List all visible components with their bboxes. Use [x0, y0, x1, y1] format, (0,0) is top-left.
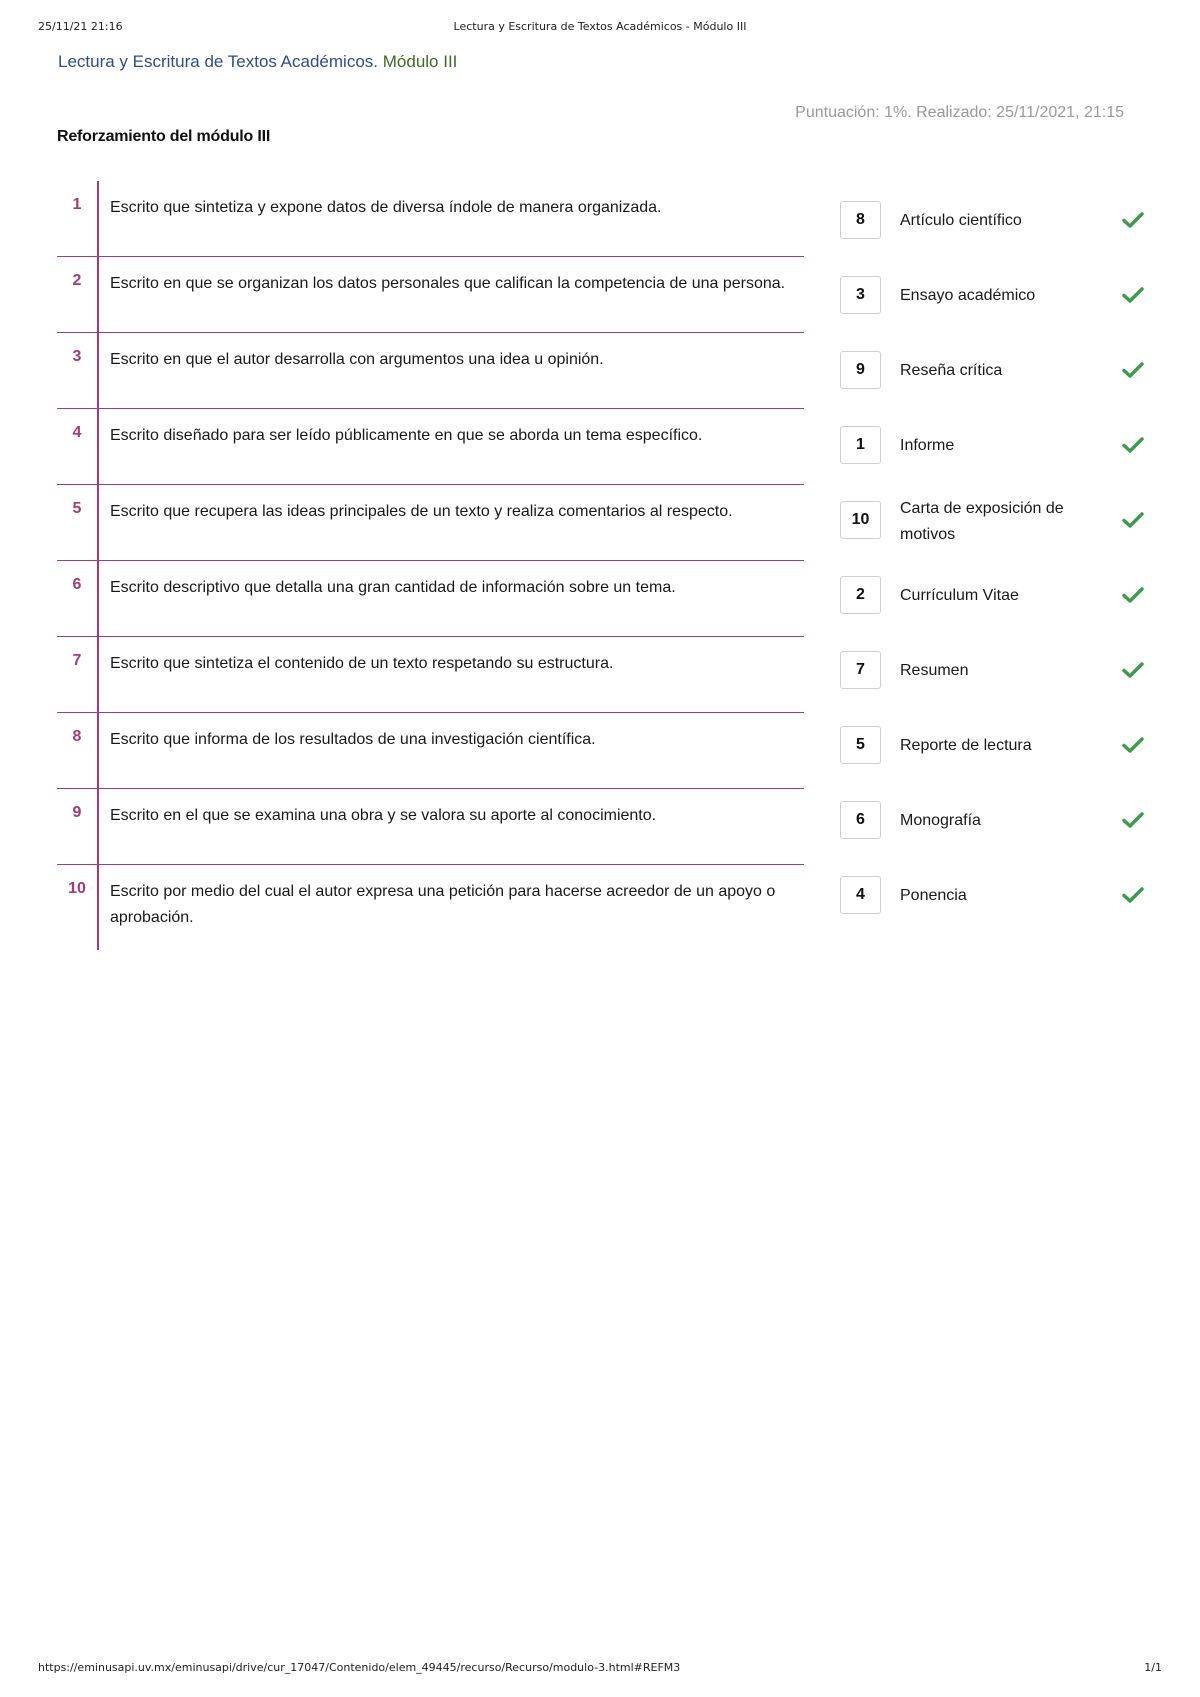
question-text: Escrito en que se organizan los datos personales que califican la competencia de una persona. — [110, 275, 786, 292]
question-row — [57, 561, 804, 637]
check-icon — [1122, 660, 1144, 680]
questions-list — [57, 181, 804, 950]
answer-row — [840, 273, 1150, 348]
answer-input[interactable]: 4 — [840, 876, 881, 914]
print-datetime: 25/11/21 21:16 — [38, 20, 123, 33]
answer-input[interactable]: 6 — [840, 801, 881, 839]
question-number: 7 — [57, 637, 99, 712]
question-number: 8 — [57, 713, 99, 788]
course-title — [58, 52, 457, 72]
question-text: Escrito en el que se examina una obra y se valora su aporte al conocimiento. — [110, 807, 657, 824]
question-row — [57, 409, 804, 485]
answer-row — [840, 798, 1150, 873]
check-icon — [1122, 285, 1144, 305]
question-row — [57, 257, 804, 333]
check-icon — [1122, 210, 1144, 230]
answer-input[interactable]: 5 — [840, 726, 881, 764]
answer-row — [840, 348, 1150, 423]
question-number: 10 — [57, 865, 99, 950]
check-icon — [1122, 810, 1144, 830]
answer-label: Ensayo académico — [900, 287, 1036, 304]
print-url: https://eminusapi.uv.mx/eminusapi/drive/cur_17047/Contenido/elem_49445/recurso/Recurso/modulo-3.html#REFM3 — [38, 1661, 681, 1674]
question-number: 2 — [57, 257, 99, 332]
answer-label: Reporte de lectura — [900, 737, 1032, 754]
question-row — [57, 637, 804, 713]
question-text: Escrito por medio del cual el autor expresa una petición para hacerse acreedor de un apoyo o aprobación. — [110, 883, 776, 926]
answer-input[interactable]: 9 — [840, 351, 881, 389]
answer-label: Artículo científico — [900, 212, 1022, 229]
answer-row — [840, 873, 1150, 948]
check-icon — [1122, 510, 1144, 530]
question-text: Escrito que sintetiza el contenido de un texto respetando su estructura. — [110, 655, 614, 672]
question-row — [57, 333, 804, 409]
course-name: Lectura y Escritura de Textos Académicos. — [58, 52, 379, 71]
answer-label: Reseña crítica — [900, 362, 1003, 379]
question-text: Escrito que informa de los resultados de una investigación científica. — [110, 731, 596, 748]
answer-row — [840, 723, 1150, 798]
answer-row — [840, 198, 1150, 273]
answer-row — [840, 498, 1150, 573]
question-text: Escrito que recupera las ideas principales de un texto y realiza comentarios al respecto. — [110, 503, 733, 520]
question-row — [57, 789, 804, 865]
answer-label: Ponencia — [900, 887, 967, 904]
print-page-count: 1/1 — [1144, 1661, 1162, 1674]
answer-input[interactable]: 2 — [840, 576, 881, 614]
print-page-title: Lectura y Escritura de Textos Académicos - Módulo III — [453, 20, 747, 33]
module-name: Módulo III — [382, 52, 458, 71]
question-row — [57, 181, 804, 257]
question-text: Escrito en que el autor desarrolla con argumentos una idea u opinión. — [110, 351, 604, 368]
answer-label: Informe — [900, 437, 955, 454]
answer-label: Carta de exposición de motivos — [900, 500, 1064, 543]
question-text: Escrito que sintetiza y expone datos de diversa índole de manera organizada. — [110, 199, 662, 216]
answer-input[interactable]: 8 — [840, 201, 881, 239]
question-text: Escrito diseñado para ser leído públicamente en que se aborda un tema específico. — [110, 427, 703, 444]
section-title: Reforzamiento del módulo III — [57, 128, 271, 145]
question-number: 4 — [57, 409, 99, 484]
check-icon — [1122, 360, 1144, 380]
answer-row — [840, 648, 1150, 723]
answers-list — [840, 198, 1150, 948]
question-number: 9 — [57, 789, 99, 864]
question-text: Escrito descriptivo que detalla una gran cantidad de información sobre un tema. — [110, 579, 676, 596]
answer-row — [840, 423, 1150, 498]
print-footer — [38, 1661, 1162, 1677]
print-header — [38, 20, 1162, 36]
question-number: 3 — [57, 333, 99, 408]
question-number: 6 — [57, 561, 99, 636]
question-row — [57, 713, 804, 789]
question-row — [57, 485, 804, 561]
question-row — [57, 865, 804, 950]
answer-input[interactable]: 7 — [840, 651, 881, 689]
question-number: 5 — [57, 485, 99, 560]
question-number: 1 — [57, 181, 99, 256]
check-icon — [1122, 585, 1144, 605]
answer-input[interactable]: 3 — [840, 276, 881, 314]
answer-label: Currículum Vitae — [900, 587, 1019, 604]
answer-label: Monografía — [900, 812, 981, 829]
score-line: Puntuación: 1%. Realizado: 25/11/2021, 21:15 — [795, 104, 1124, 121]
answer-label: Resumen — [900, 662, 969, 679]
check-icon — [1122, 885, 1144, 905]
answer-row — [840, 573, 1150, 648]
answer-input[interactable]: 10 — [840, 501, 881, 539]
check-icon — [1122, 735, 1144, 755]
answer-input[interactable]: 1 — [840, 426, 881, 464]
check-icon — [1122, 435, 1144, 455]
